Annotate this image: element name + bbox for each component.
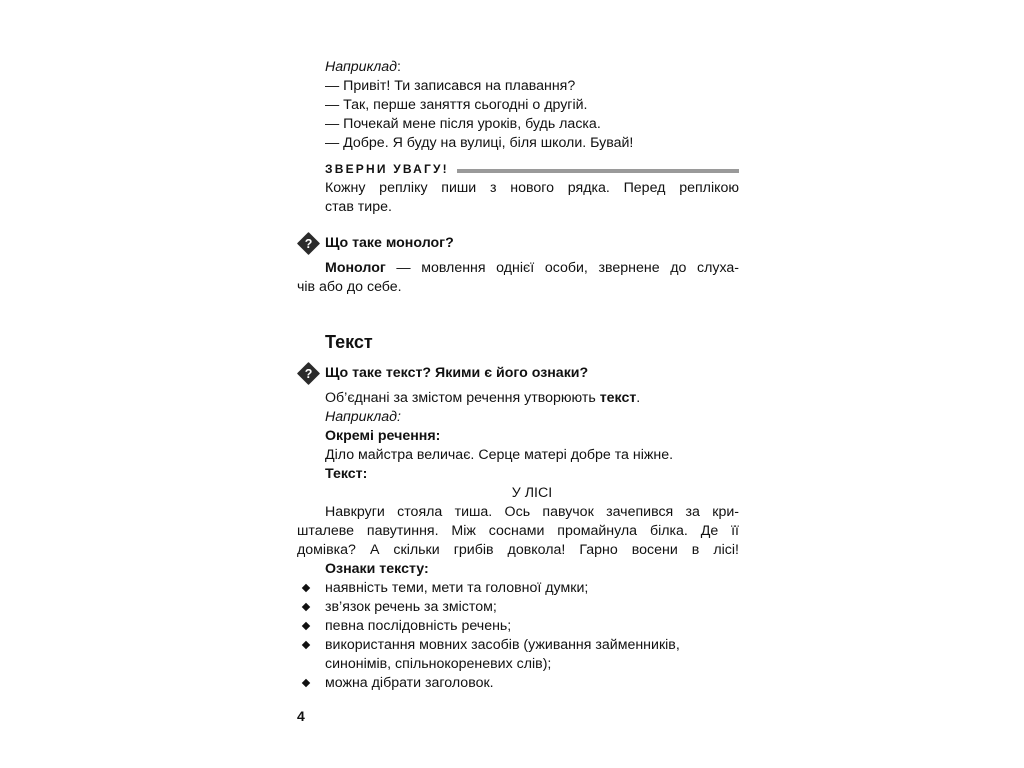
page-number: 4	[297, 708, 305, 724]
dialogue-line: — Так, перше заняття сьогодні о другій.	[325, 97, 588, 113]
story-paragraph	[297, 503, 739, 560]
list-item	[297, 598, 739, 617]
dialogue-line: — Привіт! Ти записався на плавання?	[325, 78, 576, 94]
text-definition-term: текст	[599, 390, 637, 406]
separate-sentences-label: Окремі речення:	[325, 428, 441, 444]
list-item-text: зв’язок речень за змістом;	[325, 599, 497, 615]
monolog-definition-rest: — мовлення однієї особи, звернене до слуха-	[385, 260, 739, 276]
story-line: Навкруги стояла тиша. Ось павучок зачепився за кри-	[325, 504, 739, 520]
question-icon	[297, 232, 320, 255]
dialogue-block	[297, 77, 739, 153]
svg-text:?: ?	[304, 236, 313, 251]
attention-label: ЗВЕРНИ УВАГУ!	[325, 162, 449, 176]
story-title: У ЛІСІ	[511, 485, 553, 501]
list-item	[297, 617, 739, 636]
dialogue-line: — Почекай мене після уроків, будь ласка.	[325, 116, 601, 132]
svg-text:?: ?	[304, 366, 313, 381]
list-item	[297, 579, 739, 598]
list-item	[297, 674, 739, 693]
dialogue-line: — Добре. Я буду на вулиці, біля школи. Бувай!	[325, 135, 634, 151]
bullet-icon	[302, 584, 310, 592]
text-question-text: Що таке текст? Якими є його ознаки?	[325, 365, 589, 381]
example-label-line	[297, 58, 739, 77]
list-item-text: використання мовних засобів (уживання займенників,	[325, 637, 680, 653]
text-definition	[297, 389, 739, 408]
attention-divider	[457, 169, 739, 173]
question-icon	[297, 362, 320, 385]
monolog-question	[297, 234, 739, 253]
monolog-definition-line2: чів або до себе.	[297, 279, 402, 295]
attention-header	[297, 160, 739, 179]
bullet-icon	[302, 679, 310, 687]
monolog-question-text: Що таке монолог?	[325, 235, 454, 251]
text-example-label: Наприклад:	[325, 409, 401, 425]
list-item-text: певна послідовність речень;	[325, 618, 512, 634]
separate-sentences-text: Діло майстра величає. Серце матері добре та ніжне.	[325, 447, 674, 463]
text-definition-start: Об’єднані за змістом речення утворюють	[325, 390, 600, 406]
monolog-term: Монолог	[325, 260, 386, 276]
page-content	[297, 58, 739, 693]
text-label: Текст:	[325, 466, 368, 482]
example-label: Наприклад	[325, 59, 397, 75]
bullet-icon	[302, 622, 310, 630]
bullet-icon	[302, 641, 310, 649]
section-title: Текст	[325, 332, 373, 352]
bullet-icon	[302, 603, 310, 611]
story-line: домівка? А скільки грибів довкола! Гарно восени в лісі!	[297, 542, 739, 558]
text-question	[297, 364, 739, 383]
story-line: шталеве павутиння. Між соснами промайнула білка. Де її	[297, 523, 739, 539]
monolog-definition-line1	[297, 259, 739, 278]
attention-text-line1: Кожну репліку пиши з нового рядка. Перед реплікою	[325, 180, 739, 196]
features-label: Ознаки тексту:	[325, 561, 429, 577]
example-colon: :	[397, 59, 401, 75]
text-definition-end: .	[636, 390, 641, 406]
list-item-text: наявність теми, мети та головної думки;	[325, 580, 589, 596]
list-item	[297, 636, 739, 674]
list-item-text: можна дібрати заголовок.	[325, 675, 494, 691]
features-list	[297, 579, 739, 693]
list-item-text-continuation: синонімів, спільнокореневих слів);	[325, 656, 552, 672]
attention-text-line2: став тире.	[325, 199, 392, 215]
